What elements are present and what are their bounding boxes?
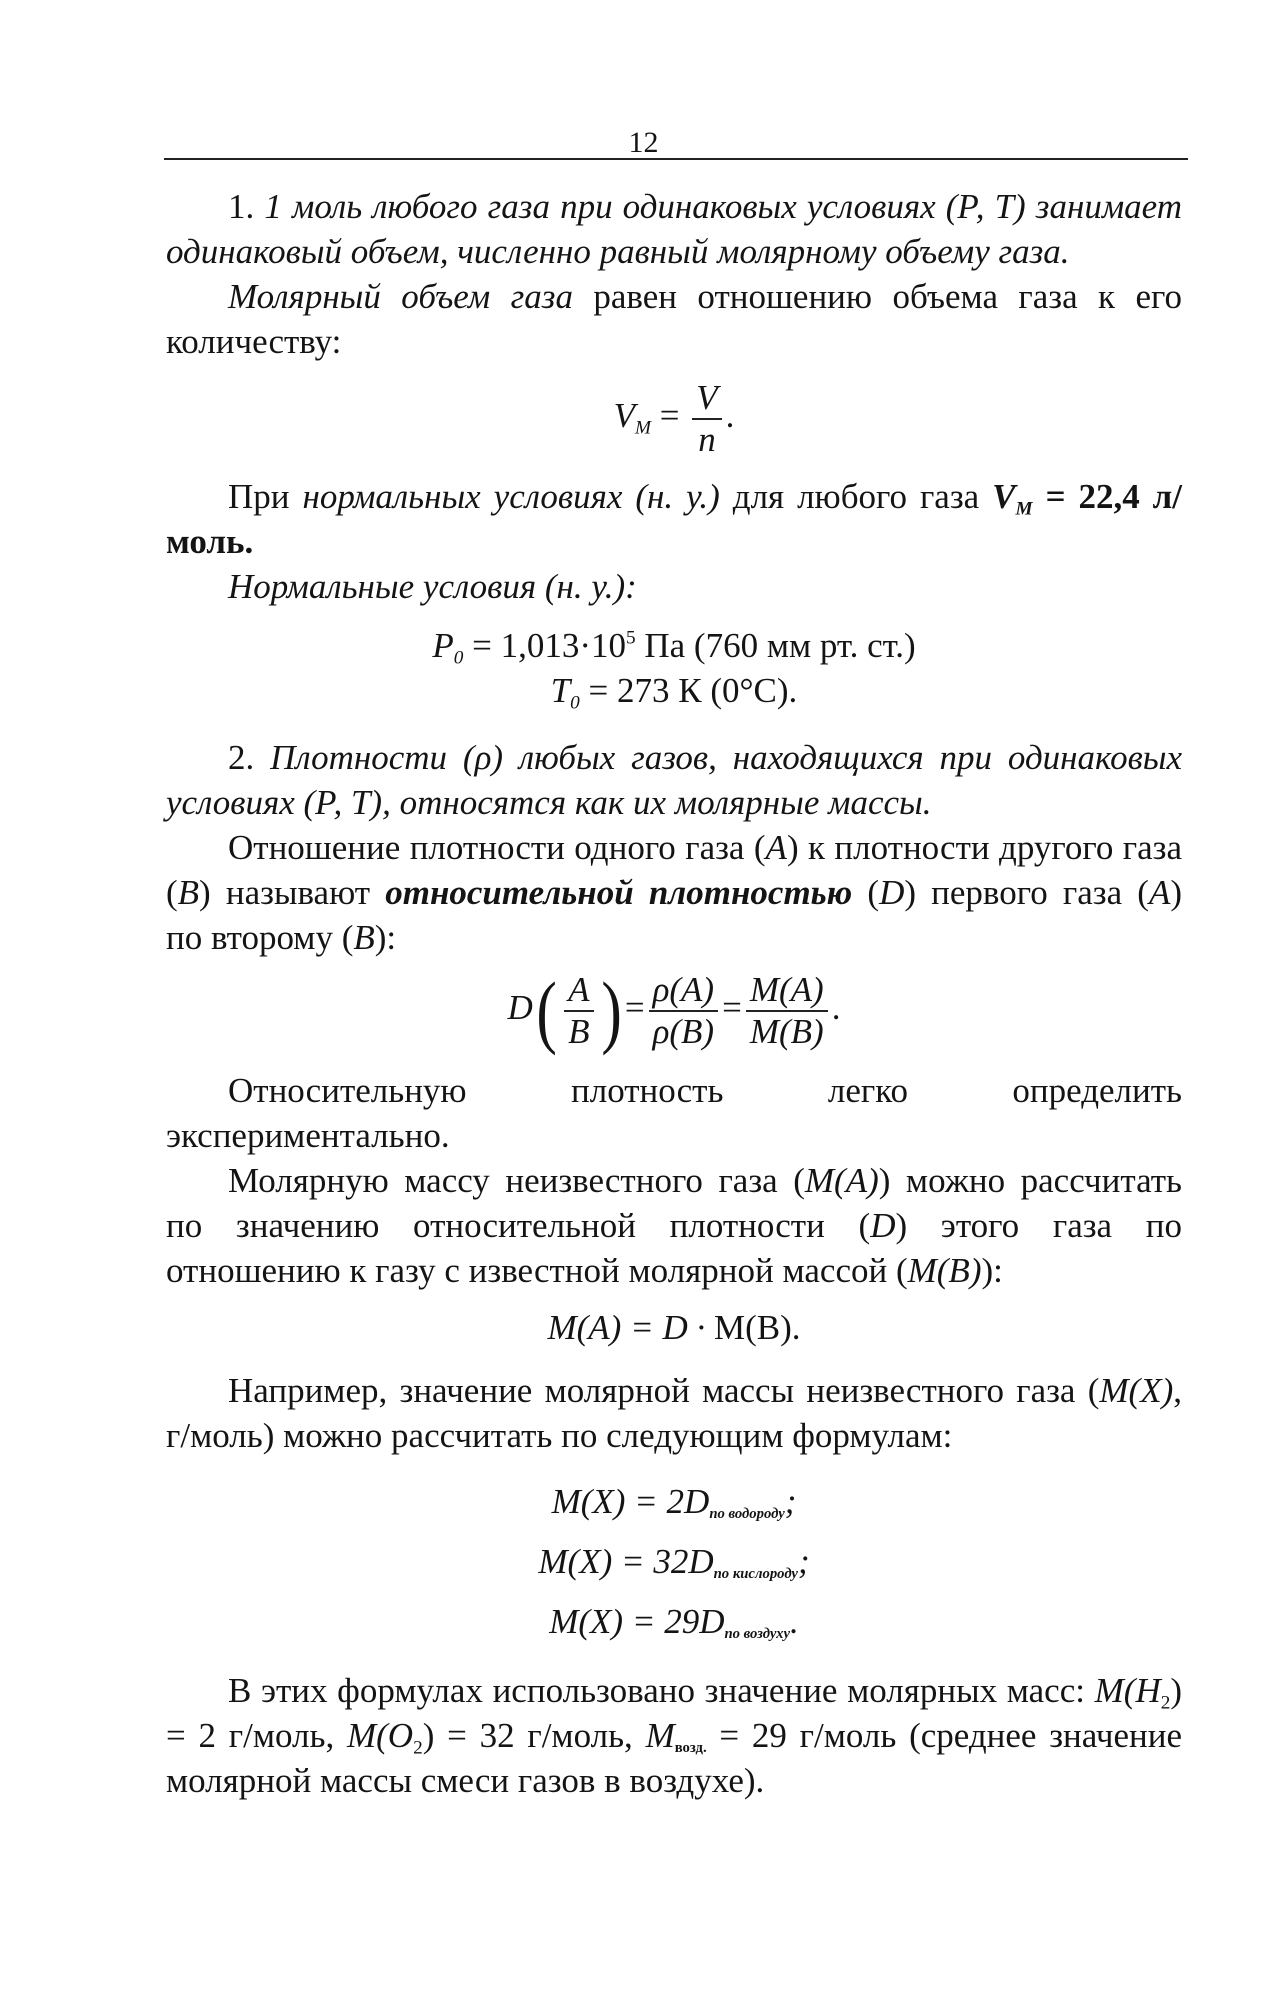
t0-value: = 273 К (0°С).	[588, 671, 798, 710]
p0-value: = 1,013·10	[472, 626, 626, 665]
formula-molar-volume	[166, 378, 1182, 460]
formula-hydrogen: $M(X) = 2D_{по водороду}$;	[551, 1482, 797, 1523]
formula-air: $M(X) = 29D_{по воздуху}$.	[549, 1602, 799, 1643]
molar-volume-definition	[166, 274, 1182, 364]
page-body	[166, 184, 1182, 1803]
law-1-text: 1 моль любого газа при одинаковых условиях (Р, Т) занимает одинаковый объем, численно равный молярному объему газа.	[166, 187, 1183, 271]
rd-ab-fraction: $\frac{A}{B}$	[564, 970, 593, 1052]
molar-mass-sentence: Молярную массу неизвестного газа (M(A)) можно рассчитать по значению относительной плотности (D) этого газа по отношению к газу с известной молярной массой (M(B)):	[166, 1161, 1183, 1290]
experiment-note: Относительную плотность легко определить экспериментально.	[166, 1071, 1182, 1155]
rd-symbol: D	[507, 988, 533, 1028]
formula-molar-mass: M(A) = D · M(B).	[547, 1308, 801, 1347]
t0-symbol: T	[550, 671, 571, 710]
formula-vm-symbol: $V_M$	[613, 396, 652, 439]
p0-unit: Па (760 мм рт. ст.)	[644, 626, 916, 665]
law-1-number: 1.	[228, 187, 255, 226]
page-number: 12	[628, 126, 659, 159]
formula-vm-numerator: V	[692, 378, 721, 420]
formula-vm-equals: =	[659, 396, 680, 436]
formula-vm-period: .	[725, 396, 735, 436]
p0-symbol: P	[432, 626, 454, 665]
law-2-text: Плотности (ρ) любых газов, находящихся при одинаковых условиях (Р, Т), относятся как их молярные массы.	[166, 738, 1182, 822]
law-1	[166, 184, 1182, 274]
nc-text-c: для любого газа	[732, 477, 980, 516]
rd-mass-fraction: $\frac{M(A)}{M(B)}$	[746, 970, 828, 1052]
normal-conditions-label: Нормальные условия (н. у.):	[228, 567, 637, 606]
header-rule	[164, 158, 1188, 160]
nc-text-a: При	[228, 477, 290, 516]
formula-p0: $P_0 = 1,013\cdot 10^5$ Па (760 мм рт. ст.)	[432, 626, 916, 669]
formula-t0: $T_0 = 273$ К (0°С).	[550, 671, 798, 714]
nc-abbrev: (н. у.)	[635, 477, 720, 516]
molar-volume-term: Молярный объем газа	[228, 277, 573, 316]
relative-density-term: относительной плотностью	[385, 873, 853, 912]
formula-oxygen: $M(X) = 32D_{по кислороду}$;	[538, 1542, 810, 1583]
formula-vm-denominator: n	[698, 420, 716, 459]
rd-rho-fraction: $\frac{\rho(A)}{\rho(B)}$	[649, 970, 719, 1052]
formula-relative-density: D( $\frac{A}{B}$ )= $\frac{\rho(A)}{\rho(B)}$ = $\frac{M(A)}{M(B)}$ .	[507, 965, 841, 1056]
final-sentence: В этих формулах использовано значение молярных масс: $M(H_2) = 2$ г/моль, $M(O_2) = 32$ г/моль, $M_{возд.} = 29$ г/моль (среднее значение молярной массы смеси газов в воздухе).	[166, 1671, 1183, 1800]
nc-term: нормальных условиях	[302, 477, 623, 516]
example-formulas	[166, 1472, 1182, 1652]
formula-vm-fraction	[692, 378, 721, 460]
molar-volume-def-text: равен отношению объема газа к его количеству:	[166, 277, 1182, 361]
law-2	[166, 735, 1182, 825]
relative-density-definition: Отношение плотности одного газа (A) к плотности другого газа (B) называют относительной плотностью (D) первого газа (A) по второму (B):	[166, 828, 1182, 957]
vm-value: $V_M = 22,4$ л/моль.	[166, 477, 1183, 561]
example-sentence: Например, значение молярной массы неизвестного газа (M(X), г/моль) можно рассчитать по следующим формулам:	[166, 1371, 1182, 1455]
normal-conditions-sentence	[166, 474, 1182, 564]
law-2-number: 2.	[228, 738, 255, 777]
